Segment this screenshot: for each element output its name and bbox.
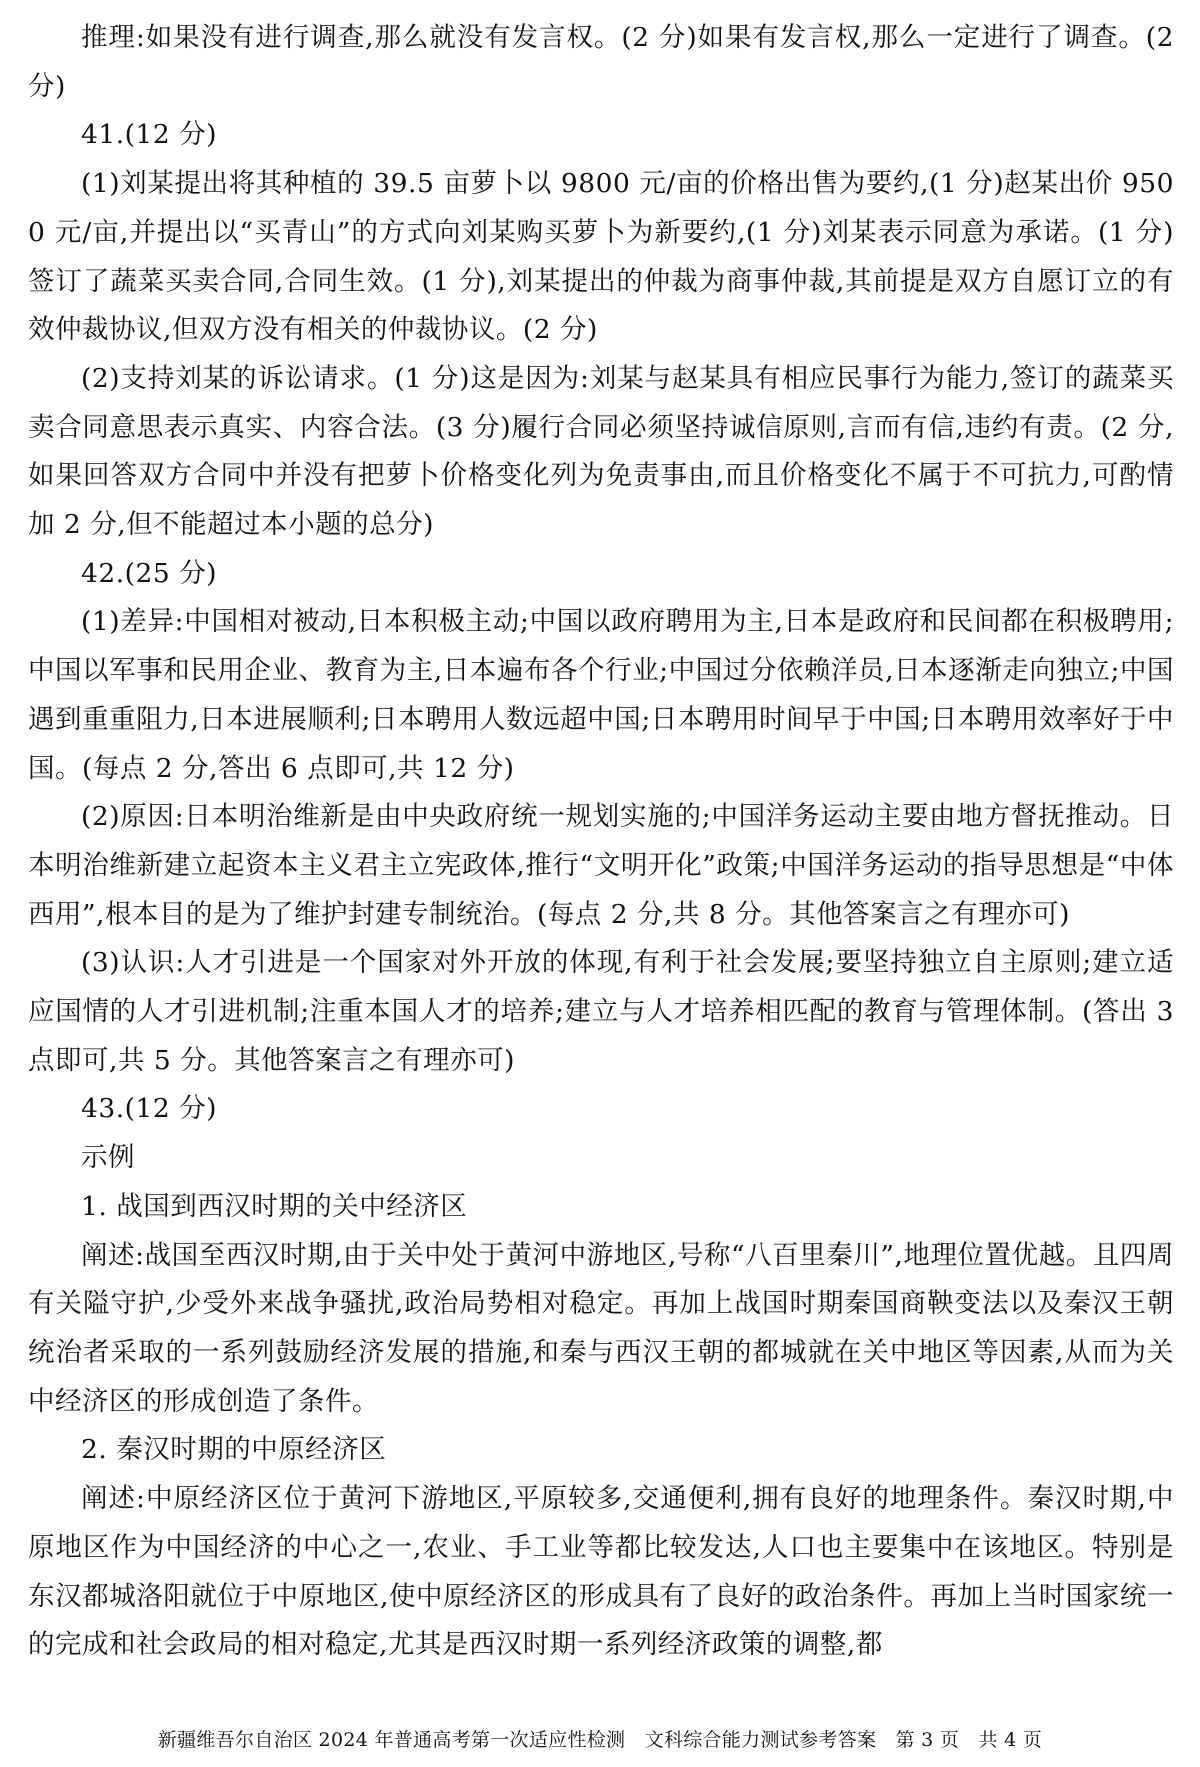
answer-body (28, 14, 1174, 1670)
page-footer: 新疆维吾尔自治区 2024 年普通高考第一次适应性检测 文科综合能力测试参考答案 第 3 页 共 4 页 (157, 1729, 1043, 1751)
example-1-title: 1. 战国到西汉时期的关中经济区 (81, 1190, 468, 1222)
question-41-heading: 41.(12 分) (81, 119, 217, 151)
q42-part3-answer: (3)认识:人才引进是一个国家对外开放的体现,有利于社会发展;要坚持独立自主原则;建立适应国情的人才引进机制;注重本国人才的培养;建立与人才培养相匹配的教育与管理体制。(答出 3 点即可,共 5 分。其他答案言之有理亦可) (28, 947, 1174, 1076)
q41-part1-answer: (1)刘某提出将其种植的 39.5 亩萝卜以 9800 元/亩的价格出售为要约,(1 分)赵某出价 9500 元/亩,并提出以“买青山”的方式向刘某购买萝卜为新要约,(1 分)刘某表示同意为承诺。(1 分)签订了蔬菜买卖合同,合同生效。(1 分),刘某提出的仲裁为商事仲裁,其前提是双方自愿订立的有效仲裁协议,但双方没有相关的仲裁协议。(2 分) (28, 168, 1174, 346)
reasoning-paragraph: 推理:如果没有进行调查,那么就没有发言权。(2 分)如果有发言权,那么一定进行了调查。(2 分) (28, 22, 1174, 102)
q42-part2-answer: (2)原因:日本明治维新是由中央政府统一规划实施的;中国洋务运动主要由地方督抚推动。日本明治维新建立起资本主义君主立宪政体,推行“文明开化”政策;中国洋务运动的指导思想是“中体西用”,根本目的是为了维护封建专制统治。(每点 2 分,共 8 分。其他答案言之有理亦可) (28, 801, 1174, 930)
example-2-explanation: 阐述:中原经济区位于黄河下游地区,平原较多,交通便利,拥有良好的地理条件。秦汉时期,中原地区作为中国经济的中心之一,农业、手工业等都比较发达,人口也主要集中在该地区。特别是东汉都城洛阳就位于中原地区,使中原经济区的形成具有了良好的政治条件。再加上当时国家统一的完成和社会政局的相对稳定,尤其是西汉时期一系列经济政策的调整,都 (28, 1483, 1174, 1661)
question-43-heading: 43.(12 分) (81, 1093, 217, 1125)
example-label: 示例 (81, 1142, 135, 1174)
example-1-explanation: 阐述:战国至西汉时期,由于关中处于黄河中游地区,号称“八百里秦川”,地理位置优越。且四周有关隘守护,少受外来战争骚扰,政治局势相对稳定。再加上战国时期秦国商鞅变法以及秦汉王朝统治者采取的一系列鼓励经济发展的措施,和秦与西汉王朝的都城就在关中地区等因素,从而为关中经济区的形成创造了条件。 (28, 1239, 1174, 1417)
q42-part1-answer: (1)差异:中国相对被动,日本积极主动;中国以政府聘用为主,日本是政府和民间都在积极聘用;中国以军事和民用企业、教育为主,日本遍布各个行业;中国过分依赖洋员,日本逐渐走向独立;中国遇到重重阻力,日本进展顺利;日本聘用人数远超中国;日本聘用时间早于中国;日本聘用效率好于中国。(每点 2 分,答出 6 点即可,共 12 分) (28, 606, 1174, 784)
question-42-heading: 42.(25 分) (81, 557, 217, 589)
q41-part2-answer: (2)支持刘某的诉讼请求。(1 分)这是因为:刘某与赵某具有相应民事行为能力,签订的蔬菜买卖合同意思表示真实、内容合法。(3 分)履行合同必须坚持诚信原则,言而有信,违约有责。(2 分,如果回答双方合同中并没有把萝卜价格变化列为免责事由,而且价格变化不属于不可抗力,可酌情加 2 分,但不能超过本小题的总分) (28, 362, 1174, 541)
example-2-title: 2. 秦汉时期的中原经济区 (81, 1434, 387, 1466)
